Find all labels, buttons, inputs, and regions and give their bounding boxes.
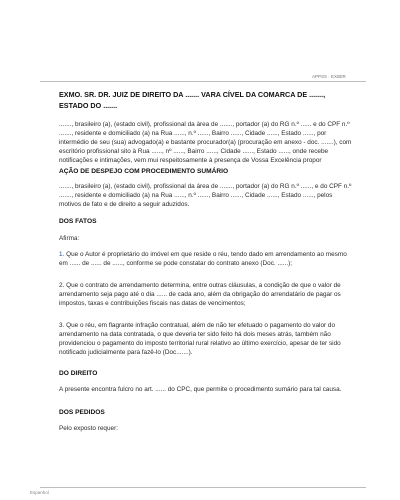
- affirms-text: Afirma:: [59, 235, 80, 242]
- fact-1-paragraph: [59, 250, 356, 268]
- fact-2-paragraph: 2. Que o contrato de arrendamento determina, entre outras cláusulas, a condição de que o valor de arrendamento seja pago até o dia ...... de cada ano, além da obrigação do arrendatário de pagar os impostos, taxas e contribuições fiscais nas datas de vencimentos;: [59, 282, 341, 307]
- facts-heading: DOS FATOS: [59, 218, 97, 225]
- document-title: EXMO. SR. DR. JUIZ DE DIREITO DA ....... VARA CÍVEL DA COMARCA DE ......., ESTADO DO .......: [59, 90, 326, 110]
- defendant-paragraph: ......., brasileiro (a), (estado civil), profissional da área de ......., portador (a) do RG n.º ......, e do CPF n.º ......., residente e domiciliado (a) na Rua ......, n.º ......, Bairro ......, Cidade ......, Estado ......, pelos motivos de fato e de direito a seguir aduzidos.: [59, 183, 352, 208]
- requests-text: Pelo exposto requer:: [59, 425, 118, 432]
- fact-3-paragraph: 3. Que o réu, em flagrante infração contratual, além de não ter efetuado o pagamento do valor do arrendamento na data contratada, o que deveria ter sido feito há dois meses atrás, também não providenciou o pagamento do imposto territorial rural relativo ao último exercício, apesar de ter sido notificado judicialmente para fazê-lo (Doc.......).: [59, 322, 341, 356]
- fact-1-number: 1.: [59, 251, 65, 258]
- action-heading: AÇÃO DE DESPEJO COM PROCEDIMENTO SUMÁRIO: [59, 168, 229, 175]
- intro-paragraph: ......., brasileiro (a), (estado civil), profissional da área de ......., portador (a) do RG n.º ...... e do CPF n.º ......., residente e domiciliado (a) na Rua ......, n.º ......, Bairro ......, Cidade ......, Estado ......, por intermédio de seu (sua) advogado(a) e bastante procurador(a) (procuração em anexo - doc. .......), com escritório profissional sito à Rua ......, nº ......, Bairro ......, Cidade ......, Estado ......, onde recebe notificações e intimações, vem mui respeitosamente à presença de Vossa Excelência propor: [59, 121, 352, 164]
- law-heading: DO DIREITO: [59, 370, 98, 377]
- top-divider: [40, 81, 366, 82]
- bottom-divider: [40, 487, 366, 488]
- fact-1-text: Que o Autor é proprietário do imóvel em que reside o réu, tendo dado em arrendamento ao mesmo em ...... de ...... de ......, conforme se pode constatar do contrato anexo (Doc. ......);: [59, 251, 347, 267]
- law-paragraph: A presente encontra fulcro no art. ...... do CPC, que permite o procedimento sumário para tal causa.: [59, 386, 342, 393]
- requests-heading: DOS PEDIDOS: [59, 409, 105, 416]
- header-reference: APPSS · EXIBIR: [312, 74, 346, 79]
- footer-language: Espanhol: [30, 490, 49, 495]
